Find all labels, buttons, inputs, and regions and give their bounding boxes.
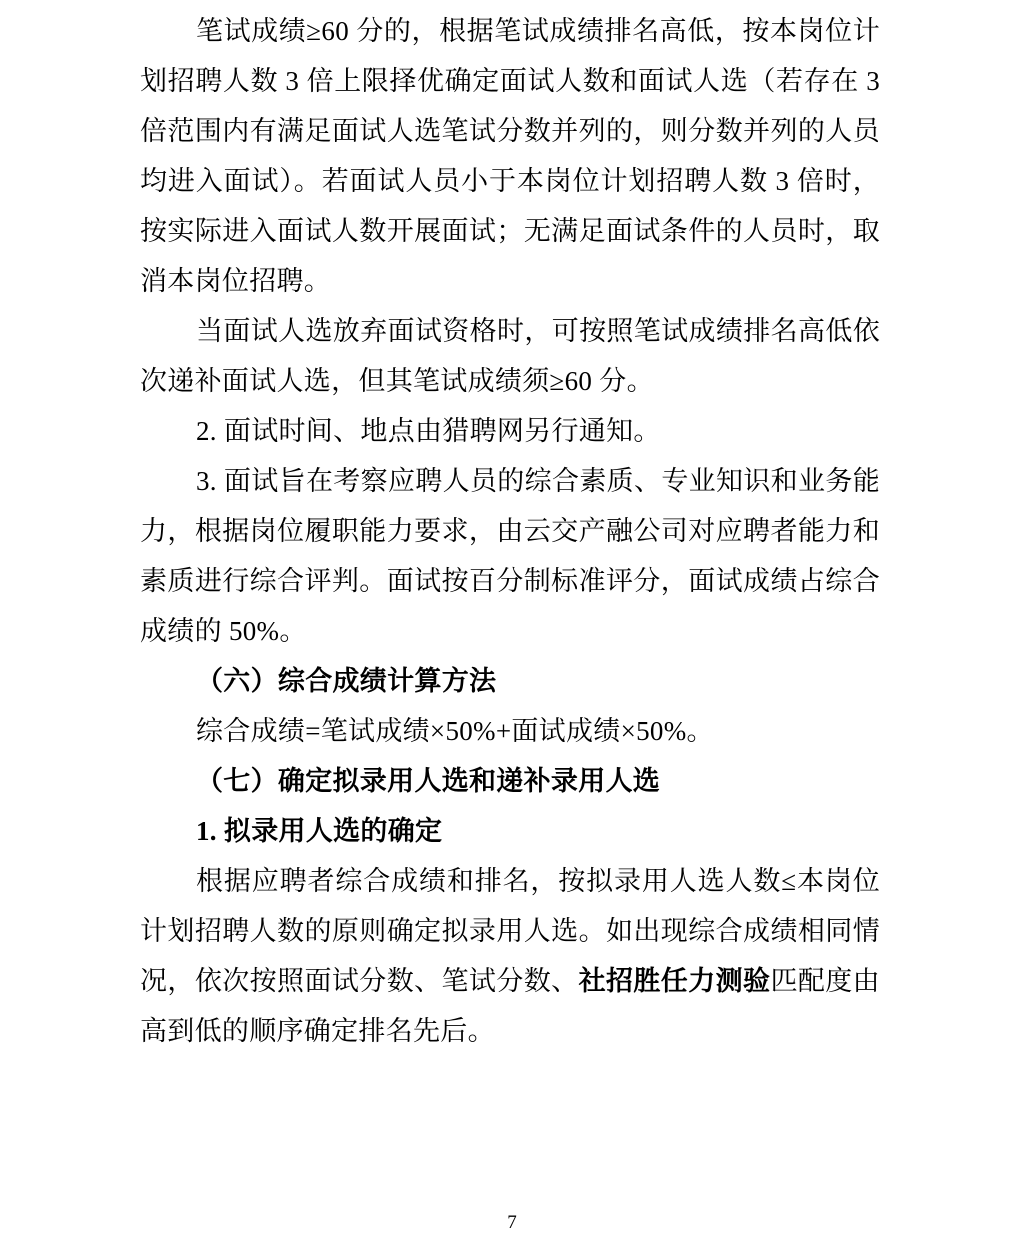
paragraph-score-formula: 综合成绩=笔试成绩×50%+面试成绩×50%。 [196, 716, 714, 746]
heading-score-calculation: （六）综合成绩计算方法 [196, 666, 497, 696]
paragraph-interview-ratio: 笔试成绩≥60 分的，根据笔试成绩排名高低，按本岗位计划招聘人数 3 倍上限择优确定面试人数和面试人选（若存在 3 倍范围内有满足面试人选笔试分数并列的，则分数并列的人员均进入面试）。若面试人员小于本岗位计划招聘人数 3 倍时，按实际进入面试人数开展面试；无满足面试条件的人员时，取消本岗位招聘。 [140, 16, 880, 296]
document-body [140, 0, 880, 1056]
ranking-rules-part1: 根据应聘者综合成绩和排名，按拟录用人选人数≤本岗位计划招聘人数的原则确定拟录用人选。如出现综合成绩相同情况，依次按照面试分数、笔试分数、 [140, 866, 880, 996]
heading-candidate-determination: （七）确定拟录用人选和递补录用人选 [196, 766, 661, 796]
paragraph-interview-purpose: 3. 面试旨在考察应聘人员的综合素质、专业知识和业务能力，根据岗位履职能力要求，由云交产融公司对应聘者能力和素质进行综合评判。面试按百分制标准评分，面试成绩占综合成绩的 50%。 [140, 466, 880, 646]
paragraph-interview-notice: 2. 面试时间、地点由猎聘网另行通知。 [196, 416, 661, 446]
paragraph-ranking-rules [140, 856, 880, 1056]
subheading-candidate-confirm: 1. 拟录用人选的确定 [196, 816, 443, 846]
page-number: 7 [507, 1212, 517, 1233]
paragraph-replacement-candidates: 当面试人选放弃面试资格时，可按照笔试成绩排名高低依次递补面试人选，但其笔试成绩须≥60 分。 [140, 316, 880, 396]
ranking-rules-part2: 匹配度由高到低的顺序确定排名先后。 [140, 966, 880, 1046]
ranking-rules-emphasis: 社招胜任力测验 [578, 966, 771, 996]
